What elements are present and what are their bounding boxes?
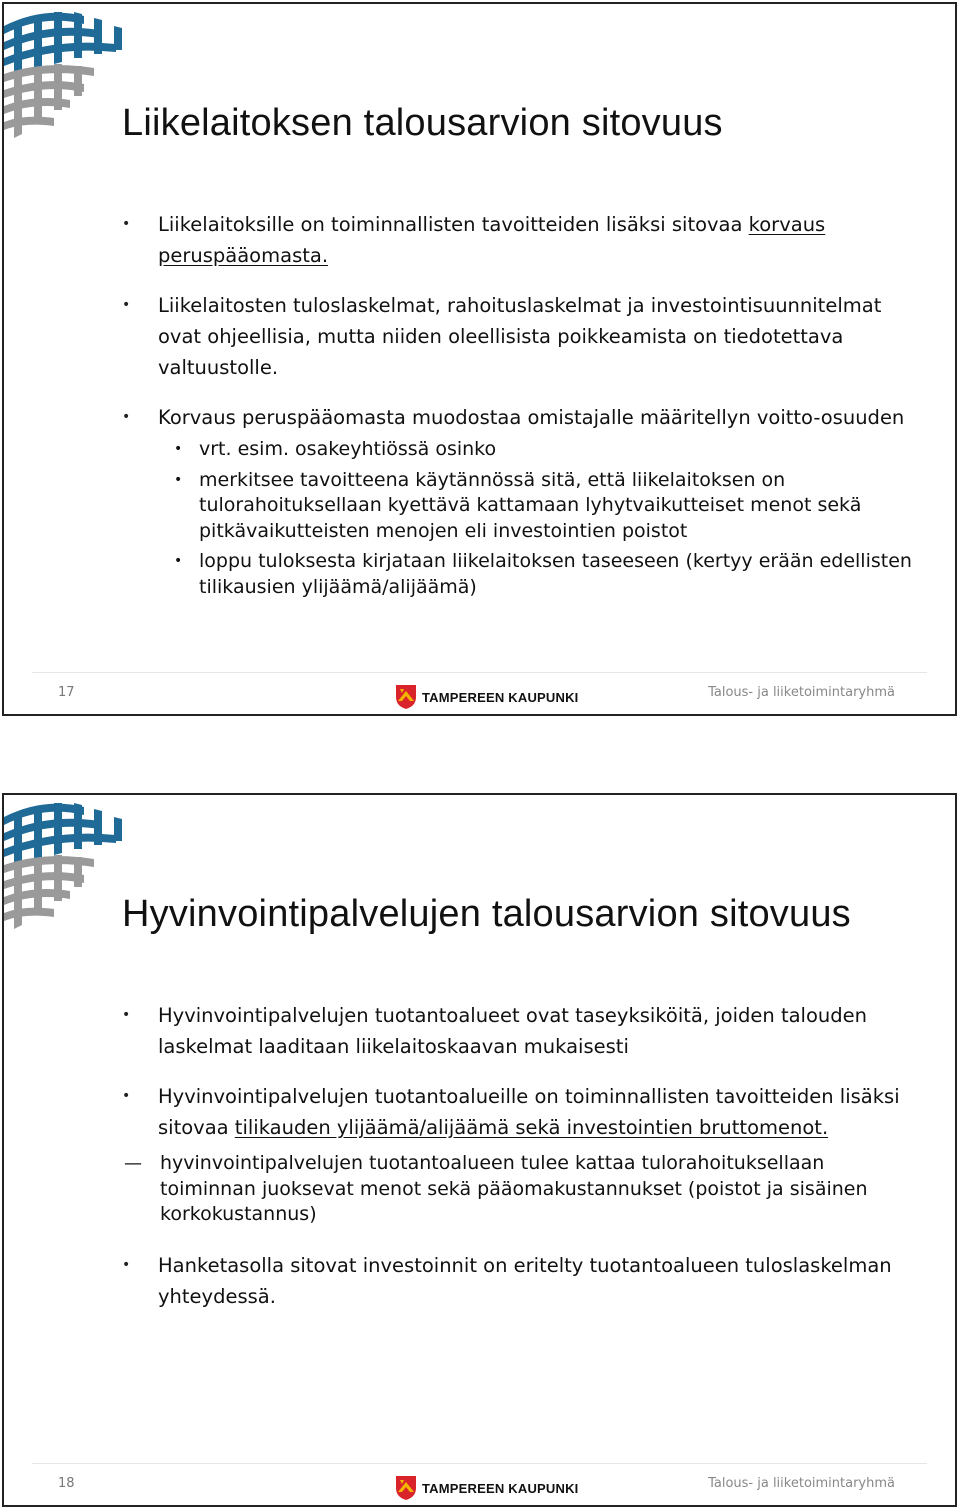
bullet-item: • Hyvinvointipalvelujen tuotantoalueet ovat taseyksiköitä, joiden talouden laskelmat laaditaan liikelaitoskaavan mukaisesti [122, 1000, 922, 1062]
dash-item: — hyvinvointipalvelujen tuotantoalueen tulee kattaa tulorahoituksellaan toiminnan juoksevat menot sekä pääomakustannukset (poistot ja sisäinen korkokustannus) [86, 1151, 922, 1228]
slide-18 [2, 793, 957, 1507]
city-logo [396, 1476, 578, 1500]
logo-text: TAMPEREEN KAUPUNKI [422, 689, 579, 705]
bullet-text: Hyvinvointipalvelujen tuotantoalueille on toiminnallisten tavoitteiden lisäksi sitovaa [158, 1085, 900, 1139]
footer-divider [32, 1463, 927, 1464]
footer-divider [32, 672, 927, 673]
slide-title: Liikelaitoksen talousarvion sitovuus [122, 102, 723, 144]
organization-name: Talous- ja liiketoimintaryhmä [708, 1476, 895, 1491]
slide-title: Hyvinvointipalvelujen talousarvion sitovuus [122, 893, 851, 935]
city-logo [396, 685, 578, 709]
organization-name: Talous- ja liiketoimintaryhmä [708, 685, 895, 700]
page-number: 17 [58, 685, 75, 700]
underlined-term: tilikauden ylijäämä/alijäämä sekä investointien bruttomenot. [234, 1116, 829, 1139]
slide-body [122, 1000, 922, 1331]
bullet-item: • Korvaus peruspääomasta muodostaa omistajalle määritellyn voitto-osuuden [122, 402, 922, 433]
page-number: 18 [58, 1476, 75, 1491]
bullet-text: Liikelaitoksille on toiminnallisten tavoitteiden lisäksi sitovaa [158, 213, 749, 236]
slide-body [122, 209, 922, 605]
slide-17 [2, 2, 957, 716]
logo-text: TAMPEREEN KAUPUNKI [422, 1480, 579, 1496]
bullet-item [122, 209, 922, 271]
bullet-item: • Hanketasolla sitovat investoinnit on eritelty tuotantoalueen tuloslaskelman yhteydessä. [122, 1250, 922, 1312]
sub-bullet-item: • merkitsee tavoitteena käytännössä sitä, että liikelaitoksen on tulorahoituksellaan kyettävä kattamaan lyhytvaikutteiset menot sekä pitkävaikutteisten menojen eli investointien poistot [86, 468, 922, 545]
sub-bullet-item: • vrt. esim. osakeyhtiössä osinko [86, 437, 922, 463]
bullet-item: • Liikelaitosten tuloslaskelmat, rahoituslaskelmat ja investointisuunnitelmat ovat ohjeellisia, mutta niiden oleellisista poikkeamista on tiedotettava valtuustolle. [122, 290, 922, 383]
tampere-coat-of-arms-icon [396, 1476, 416, 1500]
tampere-coat-of-arms-icon [396, 685, 416, 709]
bullet-item [122, 1081, 922, 1143]
underlined-term: korvaus peruspääomasta. [158, 213, 826, 267]
sub-bullet-item: • loppu tuloksesta kirjataan liikelaitoksen taseeseen (kertyy erään edellisten tilikausien ylijäämä/alijäämä) [86, 549, 922, 600]
